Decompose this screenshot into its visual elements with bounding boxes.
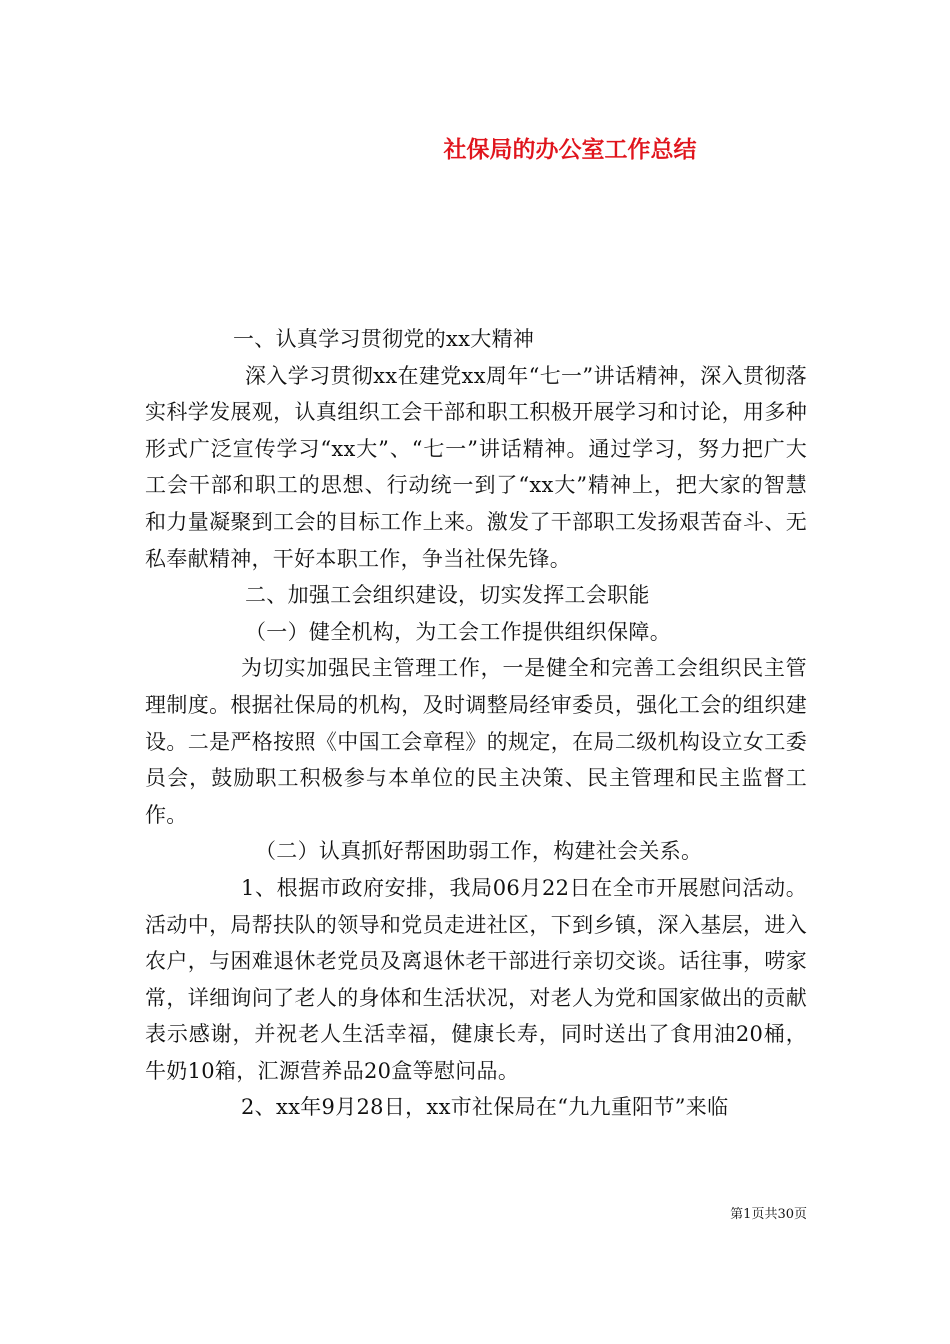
page-number: 第1页共30页 [730, 1207, 807, 1222]
section-heading-1: 一、认真学习贯彻党的xx大精神 [233, 327, 535, 351]
subsection-heading-1: （一）健全机构，为工会工作提供组织保障。 [245, 619, 671, 644]
paragraph-organization: 为切实加强民主管理工作，一是健全和完善工会组织民主管理制度。根据社保局的机构，及时调整局经审委员，强化工会的组织建设。二是严格按照《中国工会章程》的规定，在局二级机构设立女工委员会，鼓励职工积极参与本单位的民主决策、民主管理和民主监督工作。 [145, 656, 807, 827]
paragraph-study: 深入学习贯彻xx在建党xx周年“七一”讲话精神，深入贯彻落实科学发展观，认真组织工会干部和职工积极开展学习和讨论，用多种形式广泛宣传学习“xx大”、“七一”讲话精神。通过学习，努力把广大工会干部和职工的思想、行动统一到了“xx大”精神上，把大家的智慧和力量凝聚到工会的目标工作上来。激发了干部职工发扬艰苦奋斗、无私奉献精神，干好本职工作，争当社保先锋。 [145, 363, 807, 571]
section-heading-2: 二、加强工会组织建设，切实发挥工会职能 [245, 583, 650, 608]
subsection-heading-2: （二）认真抓好帮困助弱工作，构建社会关系。 [255, 839, 703, 864]
document-body [145, 321, 807, 1126]
paragraph-visit-activity: 1、根据市政府安排，我局06月22日在全市开展慰问活动。活动中，局帮扶队的领导和党员走进社区，下到乡镇，深入基层，进入农户，与困难退休老党员及离退休老干部进行亲切交谈。话往事，唠家常，详细询问了老人的身体和生活状况，对老人为党和国家做出的贡献表示感谢，并祝老人生活幸福，健康长寿，同时送出了食用油20桶，牛奶10箱，汇源营养品20盒等慰问品。 [145, 875, 807, 1083]
paragraph-double-ninth: 2、xx年9月28日，xx市社保局在“九九重阳节”来临 [241, 1095, 729, 1120]
document-title: 社保局的办公室工作总结 [443, 137, 697, 163]
